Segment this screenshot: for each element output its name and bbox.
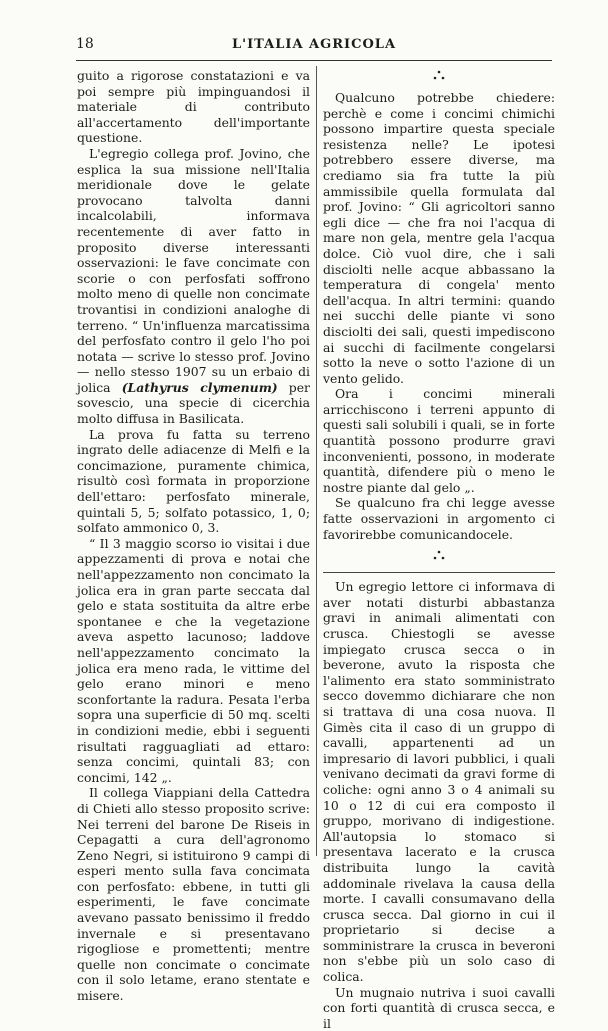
page-number: 18 (76, 36, 94, 52)
right-paragraph-4: Un egregio lettore ci informava di aver notati disturbi abbastanza gravi in animali alimentati con crusca. Chiestogli se avesse impiegato crusca secca o in beverone, avuto la risposta che l'alimento era stato somministrato secco dovemmo dichiarare che non si trattava di una cosa nuova. Il Gimès cita il caso di un gruppo di cavalli, appartenenti ad un impresario di lavori pubblici, i quali venivano decimati da gravi forme di coliche: ogni anno 3 o 4 animali su 10 o 12 di cui era composto il gruppo, morivano di indigestione. All'autopsia lo stomaco si presentava lacerato e la crusca distribuita lungo la cavità addominale rivelava la causa della morte. I cavalli consumavano della crusca secca. Dal giorno in cui il proprietario si decise a somministrare la crusca in beveroni non s'ebbe più un solo caso di colica. (323, 579, 555, 985)
left-paragraph-1: guito a rigorose constatazioni e va poi sempre più impinguandosi il materiale di contributo all'accertamento dell'importante questione. (77, 68, 310, 146)
left-paragraph-2 (77, 146, 310, 427)
column-divider (316, 66, 317, 856)
asterism-icon (433, 550, 445, 560)
left-paragraph-4: “ Il 3 maggio scorso io visitai i due appezzamenti di prova e notai che nell'appezzamento non concimato la jolica era in gran parte seccata dal gelo e stata sostituita da altre erbe spontanee e che la vegetazione aveva aspetto lacunoso; laddove nell'appezzamento concimato la jolica era meno rada, le vittime del gelo erano minori e meno sconfortante la radura. Pesata l'erba sopra una superficie di 50 mq. scelti in condizioni medie, ebbi i seguenti risultati ragguagliati ad ettaro: senza concimi, quintali 83; con concimi, 142 „. (77, 535, 310, 785)
section-ornament (323, 548, 555, 570)
section-rule (323, 572, 555, 573)
right-paragraph-5: Un mugnaio nutriva i suoi cavalli con forti quantità di crusca secca, e il (323, 984, 555, 1031)
left-paragraph-2-end: per sovescio, una specie di cicerchia molto diffusa in Basilicata. (77, 379, 310, 427)
left-paragraph-2-text: L'egregio collega prof. Jovino, che esplica la sua missione nell'Italia meridionale dove le gelate provocano talvolta danni incalcolabili, informava recentemente di aver fatto in proposito diverse interessanti osservazioni: le fave concimate con scorie o con perfosfati soffrono molto meno di quelle non concimate trovantisi in condizioni analoghe di terreno. “ Un'influenza marcatissima del perfosfato contro il gelo l'ho poi notata — scrive lo stesso prof. Jovino — nello stesso 1907 su un erbaio di jolica (77, 145, 310, 395)
left-paragraph-5: Il collega Viappiani della Cattedra di Chieti allo stesso proposito scrive: Nei terreni del barone De Riseis in Cepagatti a cura dell'agronomo Zeno Negri, si istituirono 9 campi di esperi mento sulla fava concimata con perfosfato: ebbene, in tutti gli esperimenti, le fave concimate avevano passato benissimo il freddo invernale e si presentavano rigogliose e promettenti; mentre quelle non concimate o concimate con il solo letame, erano stentate e misere. (77, 785, 310, 1004)
running-title: L'ITALIA AGRICOLA (231, 37, 397, 52)
right-paragraph-3: Se qualcuno fra chi legge avesse fatte osservazioni in argomento ci favorirebbe comunicandocele. (323, 495, 555, 542)
left-column (77, 68, 310, 1004)
right-paragraph-2: Ora i concimi minerali arricchiscono i terreni appunto di questi sali solubili i quali, se in forte quantità possono produrre gravi inconvenienti, possono, in moderate quantità, difendere più o meno le nostre piante dal gelo „. (323, 386, 555, 495)
section-ornament (323, 68, 555, 90)
header-rule (76, 60, 552, 61)
page-header (76, 36, 552, 58)
right-column (323, 68, 555, 1031)
species-name: (Lathyrus clymenum) (121, 379, 278, 395)
left-paragraph-3: La prova fu fatta su terreno ingrato delle adiacenze di Melfi e la concimazione, puramente chimica, risultò così formata in proporzione dell'ettaro: perfosfato minerale, quintali 5, 5; solfato potassico, 1, 0; solfato ammonico 0, 3. (77, 426, 310, 536)
asterism-icon (433, 70, 445, 80)
right-paragraph-1: Qualcuno potrebbe chiedere: perchè e come i concimi chimichi possono impartire questa speciale resistenza nelle? Le ipotesi potrebbero essere diverse, ma crediamo sia fra tutte la più ammissibile quella formulata dal prof. Jovino: “ Gli agricoltori sanno egli dice — che fra noi l'acqua di mare non gela, mentre gela l'acqua dolce. Ciò vuol dire, che i sali disciolti nelle acque abbassano la temperatura di congela' mento dell'acqua. In altri termini: quando nei succhi delle piante vi sono disciolti dei sali, questi impediscono ai succhi di facilmente congelarsi sotto la neve o sotto l'azione di un vento gelido. (323, 90, 555, 386)
